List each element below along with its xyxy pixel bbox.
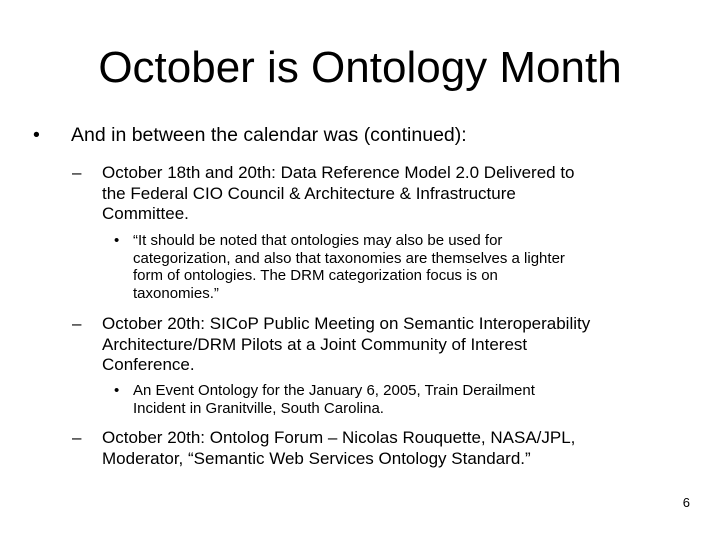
- dash-symbol: –: [72, 163, 82, 182]
- sub-bullet-symbol: •: [114, 382, 120, 399]
- text-line: October 20th: SICoP Public Meeting on Semantic Interoperability: [102, 314, 591, 333]
- text-line: October 20th: Ontolog Forum – Nicolas Rouquette, NASA/JPL,: [102, 428, 576, 447]
- sub-bullet-text: [133, 232, 693, 302]
- text-line: An Event Ontology for the January 6, 2005, Train Derailment: [133, 382, 535, 399]
- sub-bullet-symbol: •: [114, 232, 120, 249]
- list-item-text: [102, 428, 692, 469]
- text-line: form of ontologies. The DRM categorization focus is on: [133, 267, 498, 284]
- text-line: Moderator, “Semantic Web Services Ontology Standard.”: [102, 448, 531, 468]
- list-item-text: [102, 163, 692, 225]
- text-line: “It should be noted that ontologies may also be used for: [133, 232, 503, 249]
- text-line: Architecture/DRM Pilots at a Joint Community of Interest: [102, 334, 528, 354]
- sub-bullet-text: [133, 382, 693, 417]
- text-line: categorization, and also that taxonomies are themselves a lighter: [133, 249, 565, 267]
- text-line: taxonomies.”: [133, 284, 219, 302]
- page-number: 6: [682, 495, 690, 510]
- text-line: Conference.: [102, 355, 195, 374]
- main-bullet-text: And in between the calendar was (continued):: [71, 124, 467, 146]
- dash-symbol: –: [72, 428, 82, 447]
- text-line: October 18th and 20th: Data Reference Model 2.0 Delivered to: [102, 163, 575, 182]
- list-item-text: [102, 314, 692, 376]
- text-line: the Federal CIO Council & Architecture & Infrastructure: [102, 183, 516, 203]
- bullet-symbol: •: [33, 124, 40, 146]
- dash-symbol: –: [72, 314, 82, 333]
- text-line: Committee.: [102, 204, 189, 223]
- slide-title: October is Ontology Month: [98, 43, 622, 92]
- text-line: Incident in Granitville, South Carolina.: [133, 399, 384, 417]
